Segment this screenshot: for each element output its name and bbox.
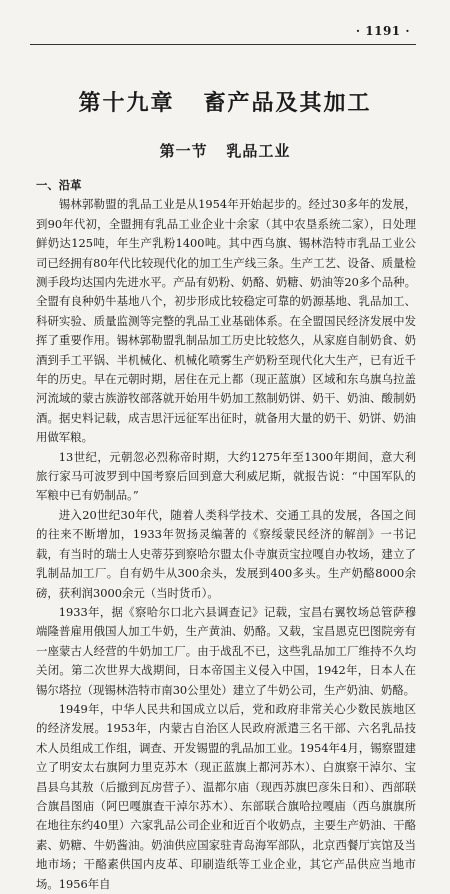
section-title: 第一节 乳品工业 [159,142,291,160]
paragraph: 锡林郭勒盟的乳品工业是从1954年开始起步的。经过30多年的发展，到90年代初，全盟拥有乳品工业企业十余家（其中农垦系统二家），日处理鲜奶达125吨，年生产乳粉1400吨。其中西乌旗、锡林浩特市乳品工业公司已经拥有80年代比较现代化的加工生产线三条。生产工艺、设备、质量检测手段均达国内先进水平。产品有奶粉、奶酪、奶糖、奶油等20多个品种。全盟有良种奶牛基地八个，初步形成比较稳定可靠的奶源基地、乳品加工、科研实验、质量监测等完整的乳品工业基础体系。在全盟国民经济发展中发挥了重要作用。锡林郭勒盟乳制品加工历史比较悠久，从家庭自制奶食、奶酒到手工平锅、半机械化、机械化喷雾生产奶粉至现代化大生产，已有近千年的历史。早在元朝时期，居住在元上都（现正蓝旗）区域和东乌旗乌拉盖河流域的蒙古族游牧部落就开始用牛奶加工熬制奶饼、奶干、奶油、酸制奶酒。据史料记载，成吉思汗远征军出征时，就备用大量的奶干、奶饼、奶油用做军粮。 [36,197,416,445]
page-number: · 1191 · [355,24,410,38]
paragraph: 1933年，据《察哈尔口北六县调查记》记载，宝昌右翼牧场总管萨穆端隆普雇用俄国人加工牛奶，生产黄油、奶酪。又载，宝昌恩克巴图院旁有一座蒙古人经营的牛奶加工厂。由于战乱不已，这些乳品加工厂维持不久均关闭。第二次世界大战期间，日本帝国主义侵入中国，1942年，日本人在锡尔塔拉（现锡林浩特市南30公里处）建立了牛奶公司，生产奶油、奶酪。 [36,604,416,697]
paragraph: 1949年，中华人民共和国成立以后，党和政府非常关心少数民族地区的经济发展。1953年，内蒙古自治区人民政府派遣三名干部、六名乳品技术人员组成工作组，调查、开发锡盟的乳品加工业。1954年4月，锡察盟建立了明安太右旗阿力里克苏木（现正蓝旗上都河苏木）、白旗察干淖尔、宝昌县乌其敖（后撤到瓦房营子）、温都尔庙（现西苏旗巴彦朱日和）、西部联合旗昌图庙（阿巴嘎旗查干淖尔苏木）、东部联合旗哈拉嘎庙（西乌旗旗所在地往东约40里）六家乳品公司企业和近百个收奶点，主要生产奶油、干酪素、奶糖、牛奶酱油。奶油供应国家驻青岛海军部队，北京西餐厅宾馆及当地市场；干酪素供国内皮革、印刷造纸等工业企业，其它产品供应当地市场。1956年自 [36,701,416,891]
body-text [36,176,416,894]
paragraph: 13世纪，元朝忽必烈称帝时期，大约1275年至1300年期间，意大利旅行家马可波罗到中国考察后回到意大利威尼斯，就报告说：“中国军队的军粮中已有奶制品。” [36,449,416,503]
header-rule [30,44,416,45]
subsection-heading: 一、沿革 [36,178,82,192]
chapter-title: 第十九章 畜产品及其加工 [78,91,372,116]
paragraph: 进入20世纪30年代，随着人类科学技术、交通工具的发展，各国之间的往来不断增加，1933年贺扬灵编著的《察绥蒙民经济的解剖》一书记载，有当时的瑞士人史蒂芬到察哈尔盟太仆寺旗贡宝拉嘎自办牧场，建立了乳制品加工厂。自有奶牛从300余头，发展到400多头。生产奶酪8000余磅，获利润3000余元（当时货币）。 [36,507,416,600]
